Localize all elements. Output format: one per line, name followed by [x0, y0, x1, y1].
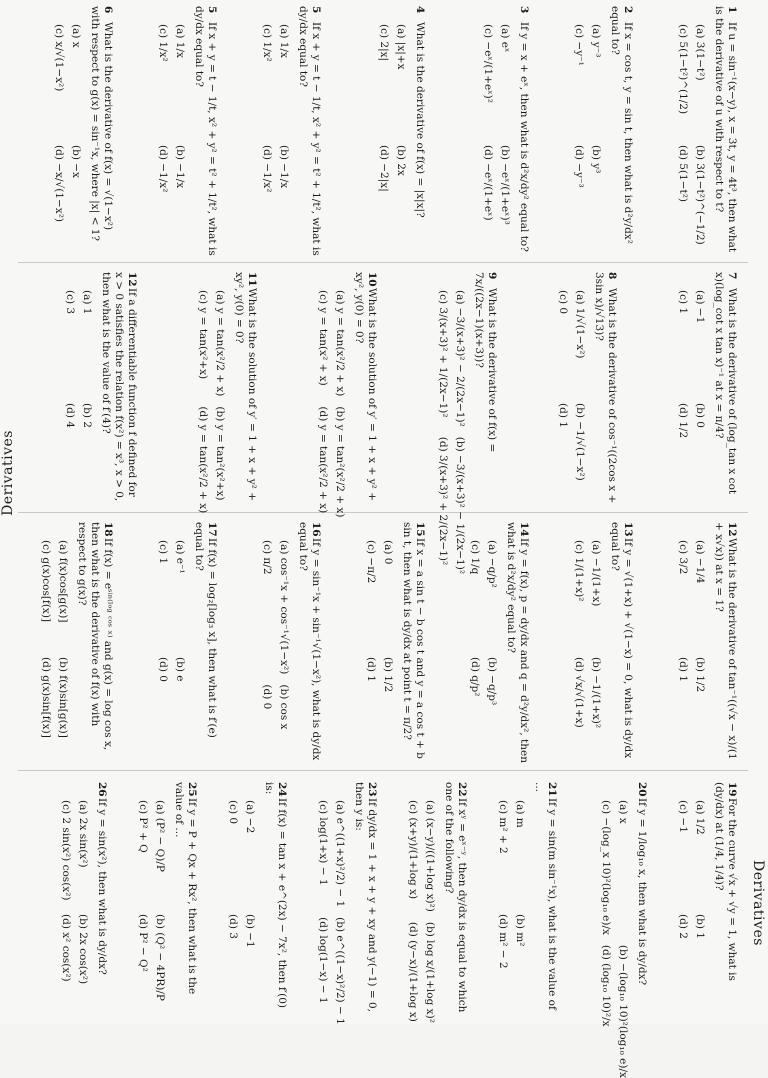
column-divider [18, 512, 748, 513]
answer-option[interactable]: (d) 1/2 [677, 403, 689, 439]
question-item [599, 782, 648, 1078]
question-stem: If f(x) = eˢⁱⁿ⁽ˡᵒᵍ ᶜᵒˢ ˣ⁾ and g(x) = log cos x, then what is the derivative of f(x) with respect to g(x)? [76, 522, 114, 751]
answer-option[interactable]: (b) e^((1−x)²/2) − 1 [334, 917, 346, 1025]
question-number: 7 [726, 272, 738, 280]
answer-option[interactable]: (c) −eˣ/(1+eˣ)² [482, 24, 494, 103]
answer-option[interactable]: (d) −eˣ/(1+eˣ) [482, 145, 494, 221]
question-item [572, 6, 634, 256]
question-item [316, 272, 378, 518]
question-stem: If f(x) = tan x + e^(2x) − 7x², then f′(0) is: [263, 782, 288, 1009]
answer-option[interactable]: (c) −1 [677, 800, 689, 833]
question-item [468, 522, 530, 764]
answer-option[interactable]: (c) y = tan(x² + x) [317, 290, 329, 386]
question-number: 4 [414, 6, 426, 14]
answer-option[interactable]: (a) 1/x [174, 24, 186, 58]
answer-option[interactable]: (b) y = tan²(x²/2 + x) [334, 406, 346, 518]
answer-option[interactable]: (b) 1/2 [382, 657, 394, 693]
answer-option[interactable]: (c) 3 [64, 290, 76, 315]
question-stem: What is the derivative of f(x) = |x|x|? [414, 22, 426, 218]
question-stem: What is the solution of y′ = 1 + x + y² + xy², y(0) = 0? [353, 272, 378, 501]
answer-option[interactable]: (d) 1 [557, 403, 569, 428]
answer-options [599, 800, 629, 1078]
page-header-left: Derivatives [0, 430, 16, 516]
answer-option[interactable]: (c) (x+y)/(1+log x) [407, 800, 419, 900]
page-header-right: Derivatives [750, 860, 766, 946]
answer-option[interactable]: (d) 0 [157, 657, 169, 682]
question-number: 21 [546, 782, 558, 797]
question-item [364, 522, 426, 764]
answer-options [316, 290, 346, 518]
question-item [572, 522, 634, 764]
answer-option[interactable]: (d) −y⁻³ [573, 145, 585, 188]
answer-option[interactable]: (a) −q/p² [486, 540, 498, 588]
question-stem: What is the derivative of f(x) = √(1−x²) with respect to g(x) = sin⁻¹x, where |x| < 1? [89, 6, 114, 242]
answer-options [676, 800, 706, 1018]
answer-option[interactable]: (a) −1/(1+x) [590, 540, 602, 607]
answer-option[interactable]: (a) y = tan(x²/2 + x) [214, 290, 226, 397]
question-number: 22 [456, 782, 468, 797]
question-item [377, 6, 426, 256]
question-number: 13 [622, 522, 634, 537]
answer-option[interactable]: (b) m² [514, 914, 526, 947]
answer-option[interactable]: (a) −1 [694, 290, 706, 324]
answer-option[interactable]: (b) 3(1−t²)^(−1/2) [694, 145, 706, 245]
question-stem: If x = cos t, y = sin t, then what is d²y/dx² equal to? [609, 6, 634, 244]
answer-option[interactable]: (d) (log₁₀ 10)²/x [600, 944, 612, 1027]
question-number: 3 [518, 6, 530, 14]
question-item [496, 782, 558, 1018]
column-divider [18, 770, 748, 771]
answer-option[interactable]: (a) x [617, 800, 629, 824]
question-number: 9 [486, 272, 498, 280]
question-item [39, 522, 114, 764]
answer-options [496, 800, 526, 1018]
question-item [196, 272, 258, 514]
question-stem: What is the derivative of cos⁻¹((2cos x + 3sin x)/√13)? [593, 272, 618, 504]
answer-option[interactable]: (c) 1/q [469, 540, 481, 575]
question-stem: If y = sin(m sin⁻¹x), what is the value of ... [533, 782, 558, 1010]
question-item [676, 272, 738, 506]
question-stem: If y = f(x), p = dy/dx and q = d²y/dx², then what is d²x/dy² equal to? [505, 522, 530, 763]
question-number: 5 [206, 6, 218, 14]
answer-option[interactable]: (c) −π/2 [365, 540, 377, 584]
question-number: 25 [186, 782, 198, 797]
question-stem: If x + y = t − 1/t, x² + y² = t² + 1/t², what is dy/dx equal to? [193, 6, 218, 256]
question-item [316, 782, 378, 1025]
answer-option[interactable]: (c) g(x)cos[f(x)] [40, 540, 52, 623]
question-stem: If y = P + Qx + Rx², then what is the value of ... [173, 782, 198, 995]
answer-option[interactable]: (c) 3/2 [677, 540, 689, 575]
answer-option[interactable]: (a) y = tan(x²/2 + x) [334, 290, 346, 397]
answer-option[interactable]: (b) y = tan²(x²+x) [214, 406, 226, 501]
answer-option[interactable]: (b) 2 [81, 403, 93, 428]
answer-option[interactable]: (c) 2 sin(x²) cos(x²) [60, 800, 72, 901]
question-stem: If y = sin⁻¹x + sin⁻¹√(1−x²), what is dy/dx equal to? [297, 522, 322, 761]
answer-option[interactable]: (d) 4 [64, 403, 76, 428]
question-stem: If y = sin(x²), then what is dy/dx? [96, 798, 108, 975]
question-number: 17 [206, 522, 218, 537]
answer-option[interactable]: (a) |x|+x [395, 24, 407, 70]
question-number: 20 [636, 782, 648, 797]
answer-option[interactable]: (a) 1/√(1−x²) [574, 290, 586, 359]
answer-option[interactable]: (d) q/p² [469, 657, 481, 697]
question-number: 8 [606, 272, 618, 280]
answer-option[interactable]: (a) 2x sin(x²) [77, 800, 89, 868]
answer-option[interactable]: (a) x [70, 24, 82, 48]
answer-options [436, 290, 466, 575]
question-item [226, 782, 288, 1018]
answer-options [316, 800, 346, 1025]
question-item [406, 782, 468, 1023]
answer-option[interactable]: (a) (P² − Q)/P [154, 800, 166, 872]
question-number: 2 [622, 6, 634, 14]
answer-option[interactable]: (d) y = tan(x²/2 + x) [197, 406, 209, 514]
question-number: 14 [518, 522, 530, 537]
answer-option[interactable]: (b) −q/p³ [486, 657, 498, 706]
question-number: 16 [310, 522, 322, 537]
question-stem: What is the derivative of tan⁻¹((√x − x)/(1 + x√x)) at x = 1? [713, 522, 738, 760]
question-stem: If y = √(1+x) + √(1−x) = 0, what is dy/dx equal to? [609, 522, 634, 759]
answer-option[interactable]: (a) 1/2 [694, 800, 706, 835]
answer-option[interactable]: (b) −3/(x+3)² − 1/(2x−1)² [454, 436, 466, 575]
answer-option[interactable]: (a) 3(1−t²) [694, 24, 706, 81]
question-item [136, 782, 198, 1018]
answer-options [52, 24, 82, 256]
question-stem: If x + y = t − 1/t, x² + y² = t² + 1/t², what is dy/dx equal to? [297, 6, 322, 256]
answer-option[interactable]: (d) log(1−x) − 1 [317, 917, 329, 1004]
answer-option[interactable]: (c) 0 [557, 290, 569, 315]
question-stem: What is the derivative of (log_tan x cot x)(log_cot x tan x)⁻¹ at x = π/4? [713, 272, 738, 495]
question-item [63, 272, 138, 506]
answer-option[interactable]: (b) −1 [244, 914, 256, 948]
answer-option[interactable]: (d) x² cos(x²) [60, 914, 72, 982]
answer-option[interactable]: (d) g(x)sin[f(x)] [40, 657, 52, 738]
question-stem: For the curve √x + √y = 1, what is (dy/dx) at (1/4, 1/4)? [713, 782, 738, 981]
answer-option[interactable]: (b) e [174, 657, 186, 682]
column-divider [18, 262, 748, 263]
question-stem: If u = sin⁻¹(x−y), x = 3t, y = 4t³, then what is the derivative of u with respect to t? [713, 6, 738, 253]
answer-options [406, 800, 436, 1023]
answer-options [136, 800, 166, 1018]
question-item [556, 272, 618, 506]
answer-option[interactable]: (c) π/2 [261, 540, 273, 575]
answer-option[interactable]: (c) 1 [157, 540, 169, 565]
answer-options [260, 540, 290, 764]
answer-option[interactable]: (d) −1/x² [157, 145, 169, 193]
question-item [156, 6, 218, 256]
question-stem: If y = x + eˣ, then what is d²x/dy² equal to? [518, 22, 530, 252]
question-item [260, 522, 322, 764]
question-number: 11 [246, 272, 258, 287]
answer-option[interactable]: (a) −3/(x+3)² − 2/(2x−1)² [454, 290, 466, 427]
question-column-4 [0, 776, 768, 1078]
question-stem: If xʸ = eˣ⁻ʸ, then dy/dx is equal to which one of the following? [443, 782, 468, 1013]
answer-option[interactable]: (a) −2 [244, 800, 256, 834]
question-number: 15 [414, 522, 426, 537]
answer-option[interactable]: (c) y = tan(x²+x) [197, 290, 209, 380]
answer-option[interactable]: (b) −1/√(1−x²) [574, 403, 586, 481]
answer-option[interactable]: (d) P² − Q² [137, 914, 149, 972]
question-item [481, 6, 530, 256]
answer-option[interactable]: (d) −1/x² [261, 145, 273, 193]
answer-option[interactable]: (d) 5(1−t²) [677, 145, 689, 203]
answer-options [364, 540, 394, 764]
question-column-3 [0, 516, 768, 768]
question-item [52, 6, 114, 256]
question-number: 12 [726, 522, 738, 537]
answer-option[interactable]: (c) −y⁻¹ [573, 24, 585, 66]
answer-option[interactable]: (d) 3 [227, 914, 239, 939]
answer-option[interactable]: (d) (y−x)/(1+log x) [407, 921, 419, 1022]
answer-option[interactable]: (c) 3/(x+3)² + 1/(2x−1)² [437, 290, 449, 418]
answer-option[interactable]: (c) x/√(1−x²) [53, 24, 65, 92]
answer-option[interactable]: (b) −1/(1+x)² [590, 657, 602, 729]
answer-options [676, 290, 706, 506]
answer-option[interactable]: (d) −x/√(1−x²) [53, 145, 65, 223]
answer-option[interactable]: (d) −2|x| [378, 145, 390, 192]
answer-options [377, 24, 407, 256]
question-stem: If x = a sin t − b cos t and y = a cos t + b sin t, then what is dy/dx at point t = π/2? [401, 522, 426, 759]
answer-options [676, 24, 706, 256]
answer-option[interactable]: (b) −eˣ/(1+eˣ)³ [499, 145, 511, 225]
question-number: 1 [726, 6, 738, 14]
answer-options [59, 800, 89, 1018]
question-column-1 [0, 0, 768, 260]
answer-options [260, 24, 290, 256]
answer-option[interactable]: (a) −1/4 [694, 540, 706, 584]
question-number: 26 [96, 782, 108, 797]
answer-option[interactable]: (a) 1/x [278, 24, 290, 58]
question-item [260, 6, 322, 256]
answer-options [468, 540, 498, 764]
answer-option[interactable]: (a) y⁻³ [590, 24, 602, 58]
answer-option[interactable]: (d) 1 [677, 657, 689, 682]
question-stem: If y = 1/log₁₀ x, then what is dy/dx? [636, 798, 648, 986]
answer-option[interactable]: (c) 1/x² [157, 24, 169, 62]
answer-option[interactable]: (b) −1/x [278, 145, 290, 189]
answer-options [572, 540, 602, 764]
question-stem: If f(x) = log₂[log₃ x], then what is f′(e) equal to? [193, 522, 218, 738]
answer-option[interactable]: (a) eˣ [499, 24, 511, 53]
answer-option[interactable]: (b) 1/2 [694, 657, 706, 693]
answer-option[interactable]: (b) 2x cos(x²) [77, 914, 89, 985]
question-number: 5 [310, 6, 322, 14]
answer-option[interactable]: (c) 0 [227, 800, 239, 825]
answer-option[interactable]: (b) log x/(1+log x)² [424, 921, 436, 1023]
question-item [156, 522, 218, 764]
question-number: 23 [366, 782, 378, 797]
answer-option[interactable]: (a) e⁻¹ [174, 540, 186, 574]
answer-option[interactable]: (c) log(1+x) − 1 [317, 800, 329, 886]
answer-option[interactable]: (d) m² − 2 [497, 914, 509, 969]
answer-option[interactable]: (c) 1/(1+x)² [573, 540, 585, 602]
answer-option[interactable]: (a) f(x)cos[g(x)] [57, 540, 69, 623]
answer-option[interactable]: (a) 1 [81, 290, 93, 315]
answer-option[interactable]: (a) e^((1+x)²/2) − 1 [334, 800, 346, 908]
question-number: 19 [726, 782, 738, 797]
question-number: 6 [102, 6, 114, 14]
answer-option[interactable]: (d) 2 [677, 914, 689, 939]
question-number: 12 [126, 272, 138, 287]
answer-option[interactable]: (c) m² + 2 [497, 800, 509, 854]
question-number: 10 [366, 272, 378, 287]
answer-options [676, 540, 706, 764]
answer-option[interactable]: (a) 0 [382, 540, 394, 565]
answer-option[interactable]: (c) P² + Q [137, 800, 149, 853]
answer-options [63, 290, 93, 506]
answer-option[interactable]: (d) 0 [261, 684, 273, 710]
answer-option[interactable]: (c) 1/x² [261, 24, 273, 62]
answer-option[interactable]: (b) y³ [590, 145, 602, 174]
answer-option[interactable]: (b) cos x [278, 684, 290, 730]
question-number: 24 [276, 782, 288, 797]
answer-option[interactable]: (d) y = tan(x²/2 + x) [317, 406, 329, 514]
answer-option[interactable]: (a) m [514, 800, 526, 828]
answer-option[interactable]: (a) (x−y)/((1+log x)²) [424, 800, 436, 912]
question-item [676, 782, 738, 1018]
answer-option[interactable]: (d) √x/√(1+x) [573, 657, 585, 728]
answer-options [39, 540, 69, 764]
answer-option[interactable]: (b) 2x [395, 145, 407, 176]
answer-option[interactable]: (c) 5(1−t²)^(1/2) [677, 24, 689, 115]
answer-option[interactable]: (c) 1 [677, 290, 689, 315]
answer-option[interactable]: (b) (Q² − 4PR)/P [154, 914, 166, 1001]
answer-options [481, 24, 511, 256]
answer-option[interactable]: (b) 1 [694, 914, 706, 939]
answer-option[interactable]: (b) 0 [694, 403, 706, 428]
answer-options [556, 290, 586, 506]
question-item [676, 6, 738, 256]
answer-option[interactable]: (b) −(log₁₀ 10)²(log₁₀ e)/x [617, 944, 629, 1078]
question-item [676, 522, 738, 764]
answer-option[interactable]: (c) 2|x| [378, 24, 390, 62]
answer-options [196, 290, 226, 514]
answer-option[interactable]: (b) −1/x [174, 145, 186, 189]
answer-option[interactable]: (a) cos⁻¹x + cos⁻¹√(1−x²) [278, 540, 290, 675]
question-stem: What is the derivative of f(x) = 7x/((2x−1)(x+3))? [473, 272, 498, 453]
question-item [59, 782, 108, 1018]
answer-option[interactable]: (d) 1 [365, 657, 377, 682]
question-number: 18 [102, 522, 114, 537]
answer-option[interactable]: (d) 3/(x+3)² + 2/(2x−1)² [437, 436, 449, 566]
question-stem: If a differentiable function f defined for x > 0 satisfies the relation f(x²) = x³, x > 0, then what is the value of f′(4)? [100, 272, 138, 502]
answer-options [572, 24, 602, 256]
answer-option[interactable]: (b) −x [70, 145, 82, 178]
answer-option[interactable]: (b) f(x)sin[g(x)] [57, 657, 69, 738]
answer-options [226, 800, 256, 1018]
answer-options [156, 540, 186, 764]
answer-option[interactable]: (c) −(log_x 10)²(log₁₀ e)/x [600, 800, 612, 935]
question-stem: What is the solution of y′ = 1 + x + y² + xy², y(0) = 0? [233, 272, 258, 501]
question-stem: If dy/dx = 1 + x + y + xy and y(−1) = 0, then y is: [353, 782, 378, 1012]
answer-options [156, 24, 186, 256]
